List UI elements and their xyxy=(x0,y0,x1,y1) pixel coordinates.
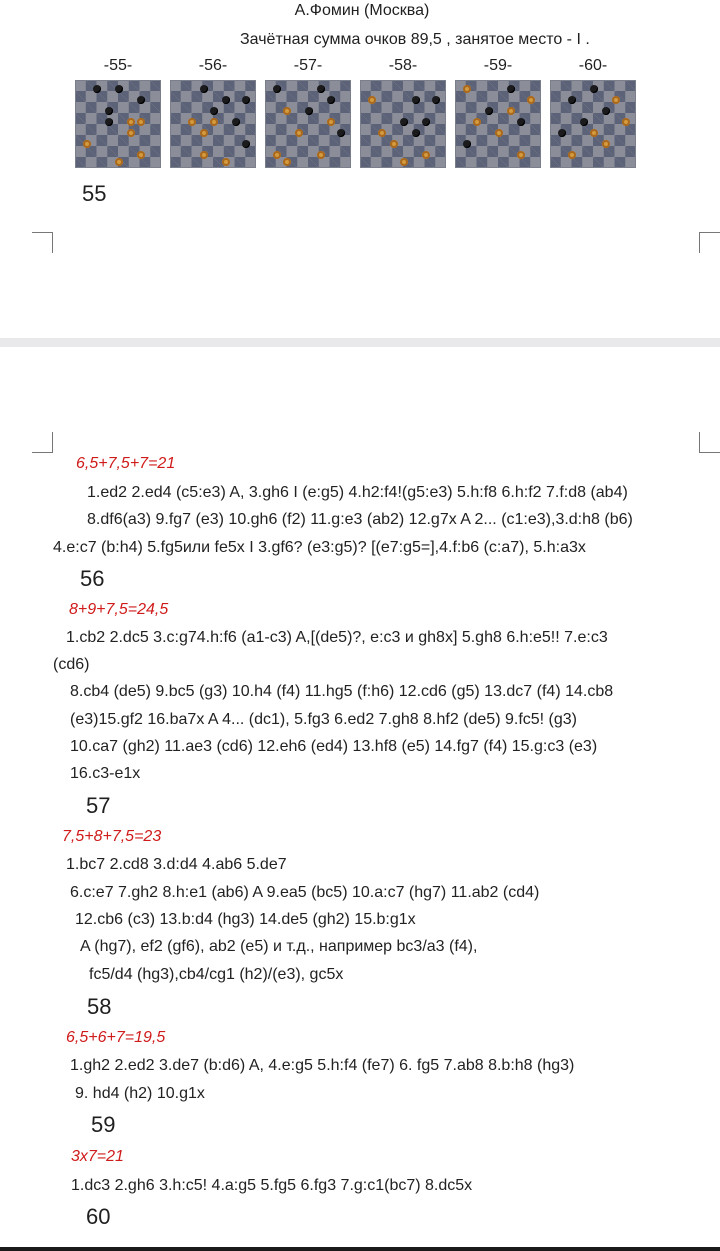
black-checker xyxy=(412,96,420,104)
solution-57-line: 6.c:e7 7.gh2 8.h:e1 (ab6) A 9.ea5 (bc5) 10.a:c7 (hg7) 11.ab2 (cd4) xyxy=(70,884,540,901)
board-58 xyxy=(360,80,446,168)
solution-56-line: 1.cb2 2.dc5 3.c:g74.h:f6 (a1-c3) A,[(de5)?, e:c3 и gh8x] 5.gh8 6.h:e5!! 7.e:c3 xyxy=(66,629,608,646)
white-checker xyxy=(200,129,208,137)
solution-56-line: 8.cb4 (de5) 9.bc5 (g3) 10.h4 (f4) 11.hg5 (f:h6) 12.cd6 (g5) 13.dc7 (f4) 14.cb8 xyxy=(70,683,614,700)
white-checker xyxy=(517,151,525,159)
problem-number-58: 58 xyxy=(87,994,112,1019)
page1-problem-number: 55 xyxy=(82,181,107,206)
page-divider xyxy=(0,338,720,347)
white-checker xyxy=(622,118,630,126)
black-checker xyxy=(463,140,471,148)
board-57 xyxy=(265,80,351,168)
solution-56-line: 10.ca7 (gh2) 11.ae3 (cd6) 12.eh6 (ed4) 13.hf8 (e5) 14.fg7 (f4) 15.g:c3 (e3) xyxy=(70,738,598,755)
bottom-edge xyxy=(0,1247,720,1251)
problem-number-57: 57 xyxy=(86,793,111,818)
page-corner-mark xyxy=(32,232,53,253)
black-checker xyxy=(105,107,113,115)
white-checker xyxy=(463,85,471,93)
black-checker xyxy=(200,85,208,93)
white-checker xyxy=(295,129,303,137)
white-checker xyxy=(127,118,135,126)
page-corner-mark xyxy=(699,432,720,453)
black-checker xyxy=(273,85,281,93)
white-checker xyxy=(390,140,398,148)
black-checker xyxy=(602,107,610,115)
black-checker xyxy=(337,129,345,137)
black-checker xyxy=(93,85,101,93)
white-checker xyxy=(612,96,620,104)
black-checker xyxy=(590,85,598,93)
black-checker xyxy=(105,118,113,126)
white-checker xyxy=(137,151,145,159)
solution-58-line: 1.gh2 2.ed2 3.de7 (b:d6) A, 4.e:g5 5.h:f4 (fe7) 6. fg5 7.ab8 8.b:h8 (hg3) xyxy=(70,1057,575,1074)
black-checker xyxy=(580,118,588,126)
white-checker xyxy=(602,140,610,148)
score-summary: Зачётная сумма очков 89,5 , занятое место - I . xyxy=(240,31,590,48)
black-checker xyxy=(432,96,440,104)
white-checker xyxy=(327,118,335,126)
black-checker xyxy=(558,129,566,137)
board-56 xyxy=(170,80,256,168)
board-55 xyxy=(75,80,161,168)
white-checker xyxy=(200,151,208,159)
black-checker xyxy=(242,140,250,148)
white-checker xyxy=(568,151,576,159)
solution-57-line: 1.bc7 2.cd8 3.d:d4 4.ab6 5.de7 xyxy=(66,856,287,873)
score-56: 8+9+7,5=24,5 xyxy=(69,601,169,618)
black-checker xyxy=(222,96,230,104)
score-59: 3x7=21 xyxy=(71,1148,124,1165)
black-checker xyxy=(115,85,123,93)
solution-56-line: 16.c3-e1x xyxy=(70,765,141,782)
black-checker xyxy=(210,107,218,115)
solution-57-line: A (hg7), ef2 (gf6), ab2 (e5) и т.д., например bc3/a3 (f4), xyxy=(80,938,478,955)
white-checker xyxy=(83,140,91,148)
problem-label-60: -60- xyxy=(578,57,608,74)
black-checker xyxy=(568,96,576,104)
black-checker xyxy=(242,96,250,104)
black-checker xyxy=(327,96,335,104)
black-checker xyxy=(507,85,515,93)
black-checker xyxy=(412,129,420,137)
white-checker xyxy=(368,96,376,104)
white-checker xyxy=(590,129,598,137)
solution-55-line: 1.ed2 2.ed4 (c5:e3) A, 3.gh6 I (e:g5) 4.h2:f4!(g5:e3) 5.h:f8 6.h:f2 7.f:d8 (ab4) xyxy=(87,484,628,501)
white-checker xyxy=(317,151,325,159)
score-55: 6,5+7,5+7=21 xyxy=(76,455,176,472)
white-checker xyxy=(137,118,145,126)
white-checker xyxy=(527,96,535,104)
solution-57-line: 12.cb6 (c3) 13.b:d4 (hg3) 14.de5 (gh2) 15.b:g1x xyxy=(75,911,416,928)
black-checker xyxy=(422,118,430,126)
solution-59-line: 1.dc3 2.gh6 3.h:c5! 4.a:g5 5.fg5 6.fg3 7.g:c1(bc7) 8.dc5x xyxy=(71,1177,473,1194)
problem-label-55: -55- xyxy=(103,57,133,74)
white-checker xyxy=(378,129,386,137)
solution-55-line: 8.df6(a3) 9.fg7 (e3) 10.gh6 (f2) 11.g:e3 (ab2) 12.g7x A 2... (c1:e3),3.d:h8 (b6) xyxy=(87,511,633,528)
problem-number-60: 60 xyxy=(86,1204,111,1229)
board-59 xyxy=(455,80,541,168)
white-checker xyxy=(210,118,218,126)
white-checker xyxy=(422,151,430,159)
problem-number-59: 59 xyxy=(91,1112,116,1137)
white-checker xyxy=(283,107,291,115)
score-58: 6,5+6+7=19,5 xyxy=(66,1029,166,1046)
solution-55-line: 4.e:c7 (b:h4) 5.fg5или fe5x I 3.gf6? (e3:g5)? [(e7:g5=],4.f:b6 (c:a7), 5.h:a3x xyxy=(53,539,586,556)
problem-label-57: -57- xyxy=(293,57,323,74)
black-checker xyxy=(305,107,313,115)
white-checker xyxy=(127,129,135,137)
white-checker xyxy=(115,158,123,166)
white-checker xyxy=(400,158,408,166)
black-checker xyxy=(400,118,408,126)
white-checker xyxy=(222,158,230,166)
solution-57-line: fc5/d4 (hg3),cb4/cg1 (h2)/(e3), gc5x xyxy=(89,966,344,983)
black-checker xyxy=(137,96,145,104)
problem-number-56: 56 xyxy=(80,566,105,591)
white-checker xyxy=(473,118,481,126)
white-checker xyxy=(495,129,503,137)
problem-label-56: -56- xyxy=(198,57,228,74)
black-checker xyxy=(517,118,525,126)
page-corner-mark xyxy=(32,432,53,453)
black-checker xyxy=(485,107,493,115)
white-checker xyxy=(273,151,281,159)
problem-label-58: -58- xyxy=(388,57,418,74)
white-checker xyxy=(188,118,196,126)
solution-56-line: (cd6) xyxy=(53,656,90,673)
white-checker xyxy=(507,107,515,115)
problem-label-59: -59- xyxy=(483,57,513,74)
white-checker xyxy=(283,158,291,166)
black-checker xyxy=(232,118,240,126)
solution-58-line: 9. hd4 (h2) 10.g1x xyxy=(75,1085,205,1102)
page-corner-mark xyxy=(699,232,720,253)
solution-56-line: (e3)15.gf2 16.ba7x A 4... (dc1), 5.fg3 6.ed2 7.gh8 8.hf2 (de5) 9.fc5! (g3) xyxy=(70,711,577,728)
black-checker xyxy=(317,85,325,93)
score-57: 7,5+8+7,5=23 xyxy=(62,828,162,845)
board-60 xyxy=(550,80,636,168)
author-line: А.Фомин (Москва) xyxy=(294,2,430,19)
